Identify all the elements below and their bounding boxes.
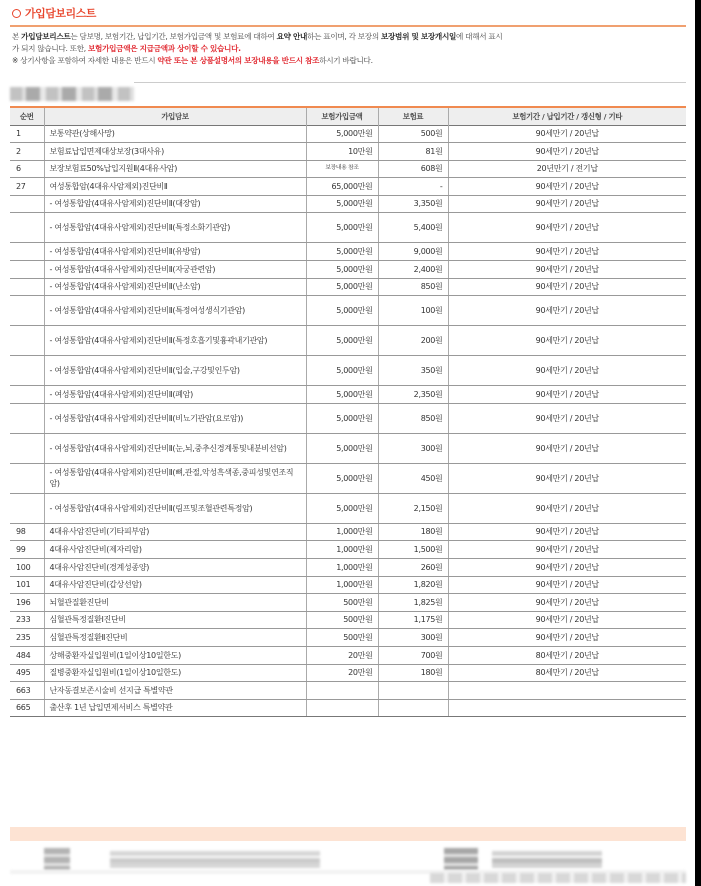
- cell-amount: 보장내용 참조: [306, 160, 378, 178]
- table-row: [10, 433, 686, 463]
- cell-term: 90세만기 / 20년납: [448, 541, 686, 559]
- cell-coverage-name: - 여성통합암(4대유사암제외)진단비Ⅱ(입술,구강및인두암): [44, 356, 306, 386]
- cell-premium: 5,400원: [378, 213, 448, 243]
- cell-amount: 5,000만원: [306, 125, 378, 143]
- table-body: [10, 125, 686, 717]
- cell-coverage-name: 보통약관(상해사망): [44, 125, 306, 143]
- table-row: [10, 682, 686, 700]
- cell-amount: 5,000만원: [306, 403, 378, 433]
- table-row: [10, 699, 686, 717]
- redacted-footer-note: [430, 873, 686, 883]
- cell-term: [448, 682, 686, 700]
- section-title-text: 가입담보리스트: [25, 7, 96, 20]
- cell-amount: 1,000만원: [306, 576, 378, 594]
- cell-amount: 20만원: [306, 647, 378, 665]
- cell-no: [10, 493, 44, 523]
- cell-no: 233: [10, 611, 44, 629]
- cell-no: [10, 195, 44, 213]
- cell-amount: 5,000만원: [306, 386, 378, 404]
- table-row: [10, 463, 686, 493]
- cell-term: 90세만기 / 20년납: [448, 326, 686, 356]
- cell-premium: 1,825원: [378, 594, 448, 612]
- table-row: [10, 386, 686, 404]
- cell-no: 98: [10, 523, 44, 541]
- cell-amount: 5,000만원: [306, 243, 378, 261]
- cell-coverage-name: 심혈관특정질환Ⅱ진단비: [44, 629, 306, 647]
- cell-term: 90세만기 / 20년납: [448, 629, 686, 647]
- description: [12, 31, 688, 67]
- cell-no: 27: [10, 178, 44, 196]
- cell-no: 484: [10, 647, 44, 665]
- cell-no: 665: [10, 699, 44, 717]
- cell-no: [10, 356, 44, 386]
- table-row: [10, 296, 686, 326]
- cell-premium: 260원: [378, 559, 448, 577]
- cell-term: 90세만기 / 20년납: [448, 611, 686, 629]
- cell-term: 90세만기 / 20년납: [448, 195, 686, 213]
- table-row: [10, 493, 686, 523]
- redacted-footer-info: [492, 851, 602, 870]
- cell-premium: 700원: [378, 647, 448, 665]
- redacted-subtitle: [10, 87, 134, 101]
- cell-premium: 1,820원: [378, 576, 448, 594]
- cell-no: 6: [10, 160, 44, 178]
- cell-premium: 81원: [378, 143, 448, 161]
- cell-term: 90세만기 / 20년납: [448, 594, 686, 612]
- cell-amount: 1,000만원: [306, 559, 378, 577]
- cell-premium: 350원: [378, 356, 448, 386]
- cell-amount: 5,000만원: [306, 195, 378, 213]
- cell-premium: 850원: [378, 278, 448, 296]
- cell-amount: 65,000만원: [306, 178, 378, 196]
- col-header-no: 순번: [19, 111, 34, 121]
- cell-term: 90세만기 / 20년납: [448, 493, 686, 523]
- table-row: [10, 541, 686, 559]
- table-row: [10, 160, 686, 178]
- cell-term: 90세만기 / 20년납: [448, 403, 686, 433]
- cell-term: 90세만기 / 20년납: [448, 261, 686, 279]
- cell-premium: [378, 682, 448, 700]
- table-row: [10, 647, 686, 665]
- cell-coverage-name: 출산후 1년 납입면제서비스 특별약관: [44, 699, 306, 717]
- description-line-1: 본 가입담보리스트는 담보명, 보험기간, 납입기간, 보험가입금액 및 보험료에 대하여 요약 안내하는 표이며, 각 보장의 보장범위 및 보장개시일에 대해서 표시: [12, 32, 503, 41]
- cell-coverage-name: - 여성통합암(4대유사암제외)진단비Ⅱ(특정소화기관암): [44, 213, 306, 243]
- cell-term: 90세만기 / 20년납: [448, 386, 686, 404]
- cell-amount: 5,000만원: [306, 296, 378, 326]
- cell-amount: 5,000만원: [306, 493, 378, 523]
- redacted-footer-logo: [44, 848, 70, 870]
- cell-premium: 1,500원: [378, 541, 448, 559]
- cell-amount: 500만원: [306, 629, 378, 647]
- col-header-term: 보험기간 / 납입기간 / 갱신형 / 기타: [448, 107, 686, 125]
- cell-amount: [306, 699, 378, 717]
- col-header-premium: 보험료: [378, 107, 448, 125]
- cell-premium: 3,350원: [378, 195, 448, 213]
- cell-coverage-name: 상해중환자실입원비(1일이상10일한도): [44, 647, 306, 665]
- cell-term: 90세만기 / 20년납: [448, 576, 686, 594]
- cell-premium: 180원: [378, 664, 448, 682]
- footer-band: [10, 827, 686, 841]
- cell-premium: 300원: [378, 433, 448, 463]
- cell-premium: -: [378, 178, 448, 196]
- cell-no: 1: [10, 125, 44, 143]
- table-row: [10, 326, 686, 356]
- redacted-footer-label: [444, 848, 478, 870]
- cell-no: [10, 463, 44, 493]
- cell-coverage-name: 심혈관특정질환Ⅰ진단비: [44, 611, 306, 629]
- cell-premium: 2,400원: [378, 261, 448, 279]
- cell-amount: 5,000만원: [306, 356, 378, 386]
- cell-term: 90세만기 / 20년납: [448, 433, 686, 463]
- cell-amount: 1,000만원: [306, 523, 378, 541]
- cell-premium: 100원: [378, 296, 448, 326]
- table-row: [10, 403, 686, 433]
- table-row: [10, 125, 686, 143]
- cell-no: [10, 296, 44, 326]
- coverage-table: [10, 106, 686, 717]
- cell-coverage-name: - 여성통합암(4대유사암제외)진단비Ⅱ(눈,뇌,중추신경계통및내분비선암): [44, 433, 306, 463]
- cell-coverage-name: 4대유사암진단비(갑상선암): [44, 576, 306, 594]
- cell-no: [10, 386, 44, 404]
- cell-no: [10, 243, 44, 261]
- table-row: [10, 664, 686, 682]
- redacted-footer-text: [110, 851, 320, 870]
- table-row: [10, 356, 686, 386]
- cell-no: 235: [10, 629, 44, 647]
- cell-term: 90세만기 / 20년납: [448, 178, 686, 196]
- col-header-coverage: 가입담보: [44, 107, 306, 125]
- cell-coverage-name: 4대유사암진단비(기타피부암): [44, 523, 306, 541]
- table-row: [10, 143, 686, 161]
- table-row: [10, 278, 686, 296]
- table-header-row: [10, 107, 686, 125]
- cell-amount: 5,000만원: [306, 261, 378, 279]
- cell-premium: 500원: [378, 125, 448, 143]
- cell-term: 90세만기 / 20년납: [448, 243, 686, 261]
- cell-amount: 1,000만원: [306, 541, 378, 559]
- col-header-amount: 보험가입금액: [306, 107, 378, 125]
- cell-amount: [306, 682, 378, 700]
- cell-premium: 9,000원: [378, 243, 448, 261]
- cell-no: 100: [10, 559, 44, 577]
- table-row: [10, 594, 686, 612]
- cell-no: 2: [10, 143, 44, 161]
- cell-no: [10, 278, 44, 296]
- cell-term: 90세만기 / 20년납: [448, 523, 686, 541]
- title-divider: [10, 25, 686, 27]
- table-row: [10, 629, 686, 647]
- cell-no: [10, 261, 44, 279]
- cell-no: 99: [10, 541, 44, 559]
- cell-amount: 10만원: [306, 143, 378, 161]
- cell-coverage-name: - 여성통합암(4대유사암제외)진단비Ⅱ(비뇨기관암(요로암)): [44, 403, 306, 433]
- cell-term: 90세만기 / 20년납: [448, 278, 686, 296]
- cell-amount: 5,000만원: [306, 463, 378, 493]
- cell-term: [448, 699, 686, 717]
- table-row: [10, 178, 686, 196]
- cell-coverage-name: 4대유사암진단비(경계성종양): [44, 559, 306, 577]
- cell-coverage-name: 4대유사암진단비(제자리암): [44, 541, 306, 559]
- cell-amount: 500만원: [306, 594, 378, 612]
- cell-premium: 180원: [378, 523, 448, 541]
- cell-coverage-name: - 여성통합암(4대유사암제외)진단비Ⅱ(폐암): [44, 386, 306, 404]
- cell-premium: 200원: [378, 326, 448, 356]
- cell-premium: [378, 699, 448, 717]
- cell-coverage-name: - 여성통합암(4대유사암제외)진단비Ⅱ(난소암): [44, 278, 306, 296]
- cell-coverage-name: - 여성통합암(4대유사암제외)진단비Ⅱ(특정호흡기및흉곽내기관암): [44, 326, 306, 356]
- cell-amount: 5,000만원: [306, 433, 378, 463]
- cell-no: [10, 433, 44, 463]
- cell-no: 495: [10, 664, 44, 682]
- table-row: [10, 559, 686, 577]
- cell-amount: 20만원: [306, 664, 378, 682]
- cell-no: [10, 326, 44, 356]
- cell-term: 90세만기 / 20년납: [448, 213, 686, 243]
- table-row: [10, 576, 686, 594]
- table-row: [10, 243, 686, 261]
- table-row: [10, 523, 686, 541]
- cell-coverage-name: - 여성통합암(4대유사암제외)진단비Ⅱ(대장암): [44, 195, 306, 213]
- cell-coverage-name: - 여성통합암(4대유사암제외)진단비Ⅱ(특정여성생식기관암): [44, 296, 306, 326]
- cell-term: 90세만기 / 20년납: [448, 356, 686, 386]
- cell-no: 196: [10, 594, 44, 612]
- table-row: [10, 611, 686, 629]
- cell-term: 20년만기 / 전기납: [448, 160, 686, 178]
- cell-premium: 2,150원: [378, 493, 448, 523]
- cell-coverage-name: - 여성통합암(4대유사암제외)진단비Ⅱ(림프및조혈관련특정암): [44, 493, 306, 523]
- cell-coverage-name: - 여성통합암(4대유사암제외)진단비Ⅱ(유방암): [44, 243, 306, 261]
- cell-amount: 5,000만원: [306, 213, 378, 243]
- cell-term: 90세만기 / 20년납: [448, 559, 686, 577]
- cell-coverage-name: 여성통합암(4대유사암제외)진단비Ⅱ: [44, 178, 306, 196]
- table-row: [10, 195, 686, 213]
- description-line-2: 가 되지 않습니다. 또한, 보험가입금액은 지급금액과 상이할 수 있습니다.: [12, 44, 241, 53]
- cell-amount: 5,000만원: [306, 278, 378, 296]
- table-row: [10, 261, 686, 279]
- cell-term: 90세만기 / 20년납: [448, 463, 686, 493]
- cell-coverage-name: 난자동결보존시술비 선지급 특별약관: [44, 682, 306, 700]
- cell-coverage-name: - 여성통합암(4대유사암제외)진단비Ⅱ(뼈,관절,악성흑색종,중피성및연조직암): [44, 463, 306, 493]
- cell-no: [10, 403, 44, 433]
- cell-term: 90세만기 / 20년납: [448, 125, 686, 143]
- cell-no: [10, 213, 44, 243]
- cell-premium: 450원: [378, 463, 448, 493]
- cell-coverage-name: 질병중환자실입원비(1일이상10일한도): [44, 664, 306, 682]
- cell-premium: 2,350원: [378, 386, 448, 404]
- cell-no: 663: [10, 682, 44, 700]
- cell-no: 101: [10, 576, 44, 594]
- cell-coverage-name: 보험료납입면제대상보장(3대사유): [44, 143, 306, 161]
- cell-premium: 608원: [378, 160, 448, 178]
- cell-coverage-name: - 여성통합암(4대유사암제외)진단비Ⅱ(자궁관련암): [44, 261, 306, 279]
- cell-coverage-name: 보장보험료50%납입지원Ⅱ(4대유사암): [44, 160, 306, 178]
- cell-amount: 500만원: [306, 611, 378, 629]
- cell-premium: 1,175원: [378, 611, 448, 629]
- cell-term: 90세만기 / 20년납: [448, 143, 686, 161]
- section-title: [12, 5, 96, 21]
- cell-term: 80세만기 / 20년납: [448, 664, 686, 682]
- circle-bullet-icon: [12, 9, 21, 18]
- table-row: [10, 213, 686, 243]
- cell-premium: 300원: [378, 629, 448, 647]
- cell-term: 90세만기 / 20년납: [448, 296, 686, 326]
- cell-amount: 5,000만원: [306, 326, 378, 356]
- cell-premium: 850원: [378, 403, 448, 433]
- cell-term: 80세만기 / 20년납: [448, 647, 686, 665]
- description-line-3: ※ 상기사항을 포함하여 자세한 내용은 반드시 약관 또는 본 상품설명서의 보장내용을 반드시 참조하시기 바랍니다.: [12, 56, 373, 65]
- cell-coverage-name: 뇌혈관질환진단비: [44, 594, 306, 612]
- subsection-divider: [134, 82, 686, 83]
